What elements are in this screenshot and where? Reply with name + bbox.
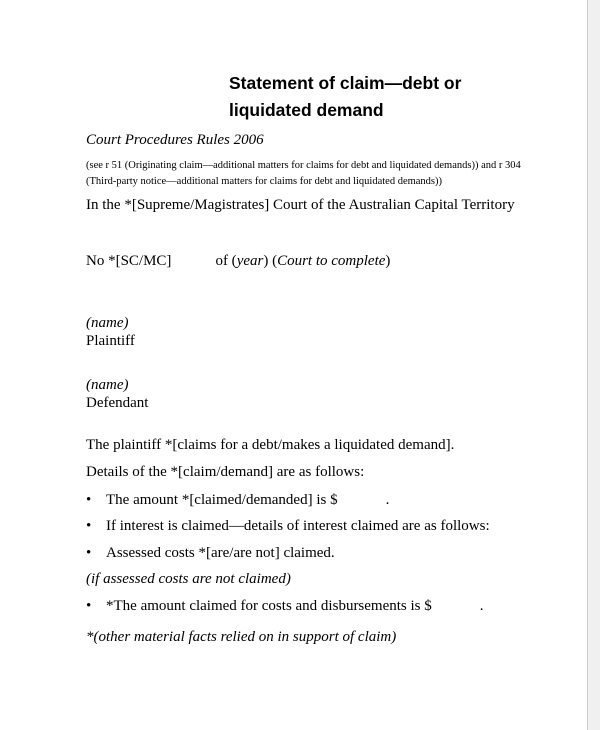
- court-heading: In the *[Supreme/Magistrates] Court of the Australian Capital Territory: [86, 197, 515, 213]
- bullet-interest: [86, 518, 490, 535]
- title-line-2: liquidated demand: [229, 100, 384, 120]
- bullet-marker: •: [86, 518, 92, 534]
- rule-note: [86, 158, 526, 190]
- bullet-costs: [86, 545, 335, 562]
- defendant-name-hint: (name): [86, 377, 129, 393]
- bullet-marker: •: [86, 598, 92, 614]
- costs-condition: (if assessed costs are not claimed): [86, 571, 291, 587]
- case-number-prefix: No *[SC/MC]: [86, 253, 172, 269]
- case-number-year: year: [236, 253, 264, 269]
- plaintiff-name-hint: (name): [86, 315, 129, 331]
- bullet-marker: •: [86, 545, 92, 561]
- rule-note-line-1: (see r 51 (Originating claim—additional matters for claims for debt and liquidated demands)) and r 304: [86, 160, 521, 171]
- details-intro: Details of the *[claim/demand] are as follows:: [86, 464, 365, 480]
- document-title: [229, 70, 529, 124]
- defendant-label: Defendant: [86, 395, 149, 411]
- case-number-complete: Court to complete: [277, 253, 386, 269]
- bullet-amount-text: The amount *[claimed/demanded] is $: [106, 492, 338, 508]
- plaintiff-block: [86, 314, 135, 350]
- bullet-costs-text: Assessed costs *[are/are not] claimed.: [106, 545, 335, 561]
- rules-reference: Court Procedures Rules 2006: [86, 132, 264, 148]
- title-line-1: Statement of claim—debt or: [229, 73, 462, 93]
- rule-note-line-2: (Third-party notice—additional matters for claims for debt and liquidated demands)): [86, 176, 443, 187]
- bullet-costs-amount-period: .: [479, 598, 484, 614]
- claim-statement: The plaintiff *[claims for a debt/makes a liquidated demand].: [86, 437, 455, 453]
- bullet-amount: [86, 492, 389, 509]
- bullet-costs-amount-text: *The amount claimed for costs and disbursements is $: [106, 598, 432, 614]
- case-number-end: ): [385, 253, 391, 269]
- plaintiff-label: Plaintiff: [86, 333, 135, 349]
- other-facts: *(other material facts relied on in support of claim): [86, 629, 397, 645]
- defendant-block: [86, 376, 148, 412]
- bullet-amount-period: .: [385, 492, 390, 508]
- bullet-marker: •: [86, 492, 92, 508]
- case-number-line: [86, 253, 390, 270]
- bullet-interest-text: If interest is claimed—details of interest claimed are as follows:: [106, 518, 490, 534]
- bullet-costs-amount: [86, 598, 484, 615]
- case-number-sep: ) (: [263, 253, 278, 269]
- case-number-of: of (: [215, 253, 237, 269]
